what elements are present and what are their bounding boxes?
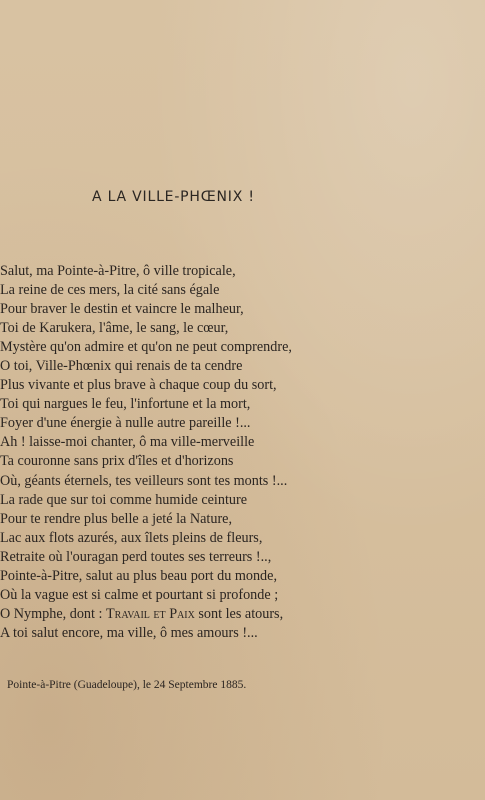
poem-line: Retraite où l'ouragan perd toutes ses terreurs !.., — [0, 548, 272, 565]
poem-title: A LA VILLE-PHŒNIX ! — [92, 189, 255, 205]
poem-line: Pour te rendre plus belle a jeté la Nature, — [0, 510, 233, 527]
poem-line: Où, géants éternels, tes veilleurs sont tes monts !... — [0, 472, 288, 489]
poem-line: Mystère qu'on admire et qu'on ne peut comprendre, — [0, 339, 292, 356]
poem-line: Pour braver le destin et vaincre le malheur, — [0, 301, 244, 318]
poem-line: La rade que sur toi comme humide ceinture — [0, 491, 248, 508]
poem-line: Toi qui nargues le feu, l'infortune et la mort, — [0, 396, 251, 413]
line-text: sont les atours, — [194, 605, 284, 622]
poem-line: Foyer d'une énergie à nulle autre pareille !... — [0, 415, 251, 432]
poem-line: La reine de ces mers, la cité sans égale — [0, 282, 220, 299]
poem-line: O toi, Ville-Phœnix qui renais de ta cendre — [0, 358, 243, 375]
poem-body — [0, 262, 292, 643]
poem-line: Lac aux flots azurés, aux îlets pleins de fleurs, — [0, 529, 263, 546]
poem-line: Plus vivante et plus brave à chaque coup du sort, — [0, 377, 277, 394]
poem-line: A toi salut encore, ma ville, ô mes amours !... — [0, 624, 258, 641]
poem-line: Ah ! laisse-moi chanter, ô ma ville-merveille — [0, 434, 255, 451]
line-text: O Nymphe, dont : — [0, 605, 107, 622]
small-caps-motto: Travail et Paix — [106, 605, 195, 622]
place-date-signature: Pointe-à-Pitre (Guadeloupe), le 24 Septembre 1885. — [7, 679, 247, 691]
poem-line — [0, 605, 292, 624]
poem-line: Où la vague est si calme et pourtant si profonde ; — [0, 586, 279, 603]
poem-line: Ta couronne sans prix d'îles et d'horizons — [0, 453, 234, 470]
poem-line: Toi de Karukera, l'âme, le sang, le cœur, — [0, 320, 229, 337]
poem-line: Pointe-à-Pitre, salut au plus beau port du monde, — [0, 567, 277, 584]
poem-line: Salut, ma Pointe-à-Pitre, ô ville tropicale, — [0, 263, 236, 279]
